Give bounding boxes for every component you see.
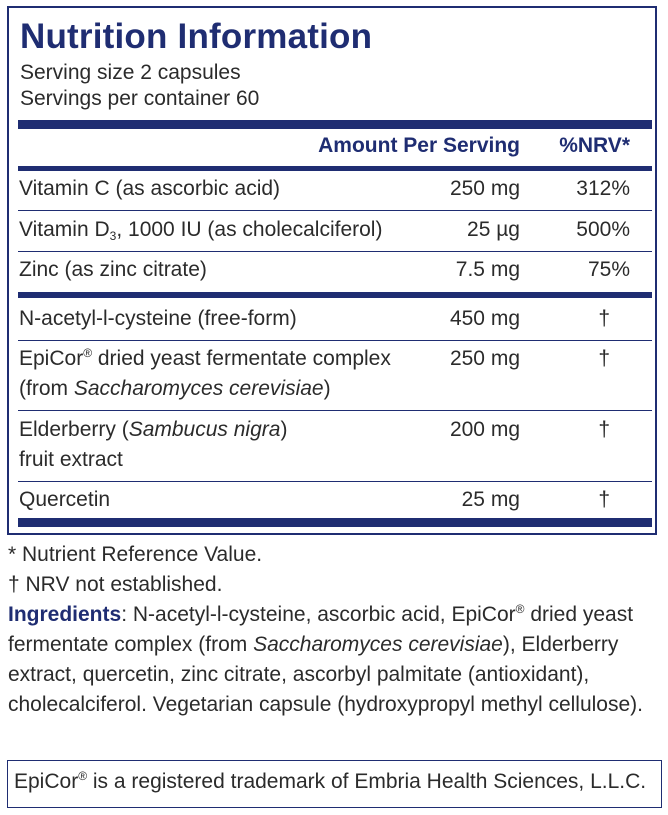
row-vitamin-c-name: Vitamin C (as ascorbic acid): [19, 177, 281, 200]
row-vitamin-d3-name: Vitamin $D_3$, 1000 IU (as cholecalciferol): [19, 218, 383, 243]
table-bottom-bar: [18, 518, 652, 527]
row-quercetin-amount: 25 mg: [461, 488, 520, 511]
panel-title: Nutrition Information: [20, 17, 373, 56]
footnotes: [8, 540, 660, 720]
row-zinc-name: Zinc (as zinc citrate): [19, 258, 207, 281]
row-vitamin-d3-nrv: 500%: [576, 218, 630, 241]
servings-per-container: Servings per container 60: [20, 87, 260, 110]
row-nac-amount: 450 mg: [449, 307, 520, 330]
section-divider-bar: [18, 292, 652, 298]
row-vitamin-c-amount: 250 mg: [449, 177, 520, 200]
row-epicor-name: EpiCor® dried yeast fermentate complex (from Saccharomyces cerevisiae): [19, 346, 391, 400]
row-elderberry-amount: 200 mg: [449, 418, 520, 441]
row-quercetin-nrv: †: [598, 488, 610, 511]
header-nrv: %NRV*: [559, 134, 630, 157]
header-top-bar: [18, 120, 652, 129]
trademark-notice: EpiCor® is a registered trademark of Embria Health Sciences, L.L.C.: [7, 760, 662, 808]
row-divider: [18, 251, 652, 252]
ingredients-label: Ingredients: [8, 603, 122, 626]
row-divider: [18, 210, 652, 211]
serving-size: Serving size 2 capsules: [20, 61, 241, 84]
row-quercetin-name: Quercetin: [19, 488, 111, 511]
nrv-footnote: * Nutrient Reference Value.: [8, 543, 263, 566]
row-elderberry-name: Elderberry (Sambucus nigra) fruit extract: [19, 418, 288, 471]
row-divider: [18, 410, 652, 411]
row-zinc-nrv: 75%: [587, 258, 630, 281]
row-epicor-amount: 250 mg: [449, 347, 520, 370]
header-amount-per-serving: Amount Per Serving: [318, 134, 520, 157]
row-divider: [18, 481, 652, 482]
ingredients-text: Ingredients: N-acetyl-l-cysteine, ascorbic acid, EpiCor® dried yeast fermentate complex (from Saccharomyces cerevisiae), Elderberry extract, quercetin, zinc citrate, ascorbyl palmitate (antioxidant), cholecalciferol. Vegetarian capsule (hydroxypropyl methyl cellulose).: [8, 602, 643, 716]
row-nac-nrv: †: [598, 307, 610, 330]
nutrition-panel: [7, 6, 657, 535]
row-elderberry-nrv: †: [598, 418, 610, 441]
header-bottom-bar: [18, 166, 652, 171]
row-vitamin-c-nrv: 312%: [576, 177, 630, 200]
dagger-footnote: † NRV not established.: [8, 573, 223, 596]
row-vitamin-d3-amount: 25 µg: [467, 218, 520, 241]
row-epicor-nrv: †: [598, 347, 610, 370]
row-zinc-amount: 7.5 mg: [455, 258, 520, 281]
row-divider: [18, 340, 652, 341]
row-nac-name: N-acetyl-l-cysteine (free-form): [19, 307, 297, 330]
